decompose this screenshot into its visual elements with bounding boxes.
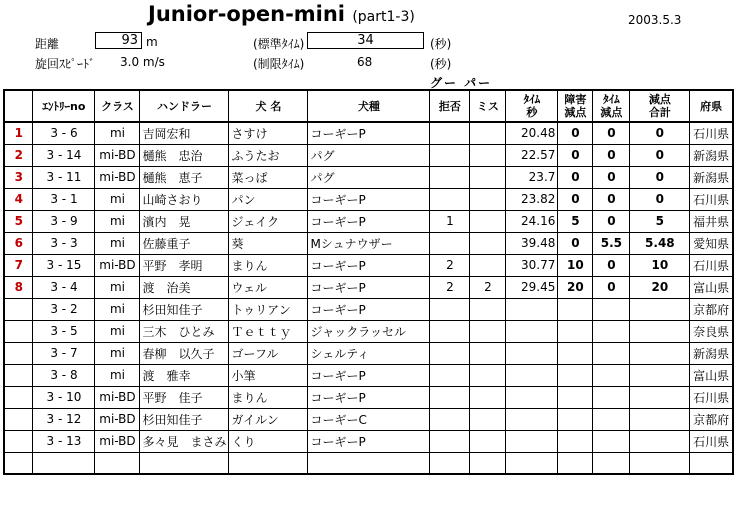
table-cell (506, 430, 558, 452)
table-cell (630, 298, 690, 320)
distance-label: 距離 (35, 37, 60, 51)
table-cell (470, 188, 506, 210)
table-cell: パグ (308, 144, 430, 166)
table-cell: 3 - 8 (33, 364, 95, 386)
column-header: ｴﾝﾄﾘｰno (33, 90, 95, 122)
table-cell: 春柳 以久子 (140, 342, 229, 364)
table-cell: コーギーP (308, 386, 430, 408)
table-cell: 30.77 (506, 254, 558, 276)
table-row (4, 408, 733, 430)
table-cell: 樋熊 忠治 (140, 144, 229, 166)
table-cell (95, 452, 140, 474)
results-table (3, 89, 734, 475)
table-cell: Ｔｅｔｔｙ (229, 320, 308, 342)
table-cell: mi (95, 276, 140, 298)
rank-cell (4, 430, 33, 452)
table-cell: 3 - 6 (33, 122, 95, 144)
table-cell: 京都府 (690, 298, 733, 320)
table-cell: 3 - 12 (33, 408, 95, 430)
table-cell: 新潟県 (690, 342, 733, 364)
table-cell: mi (95, 298, 140, 320)
table-cell: 平野 佳子 (140, 386, 229, 408)
table-cell: 多々見 まさみ (140, 430, 229, 452)
table-cell: 平野 孝明 (140, 254, 229, 276)
table-cell (593, 320, 630, 342)
title-sub: (part1-3) (352, 9, 415, 25)
table-cell: 樋熊 恵子 (140, 166, 229, 188)
table-cell (430, 430, 470, 452)
table-cell (506, 298, 558, 320)
table-cell: 22.57 (506, 144, 558, 166)
title-main: Junior-open-mini (148, 2, 346, 26)
table-cell: コーギーP (308, 254, 430, 276)
standard-time-box: 34 (307, 32, 424, 49)
table-cell: ガイルン (229, 408, 308, 430)
table-cell: コーギーP (308, 122, 430, 144)
page-title (148, 2, 415, 26)
table-cell: 23.7 (506, 166, 558, 188)
table-cell: 葵 (229, 232, 308, 254)
table-cell: 濱内 晃 (140, 210, 229, 232)
table-cell: ジャックラッセル (308, 320, 430, 342)
table-cell: 3 - 9 (33, 210, 95, 232)
table-cell (506, 364, 558, 386)
rank-cell: 3 (4, 166, 33, 188)
column-header: ﾀｲﾑ 秒 (506, 90, 558, 122)
table-cell: mi (95, 320, 140, 342)
table-cell (229, 452, 308, 474)
table-cell: ふうたお (229, 144, 308, 166)
table-cell: コーギーP (308, 210, 430, 232)
table-cell: 2 (470, 276, 506, 298)
distance-unit: m (146, 35, 158, 49)
table-cell: ジェイク (229, 210, 308, 232)
table-row (4, 320, 733, 342)
table-cell: mi-BD (95, 408, 140, 430)
table-cell (470, 298, 506, 320)
table-cell: 石川県 (690, 430, 733, 452)
table-cell: 0 (558, 166, 593, 188)
table-cell: 3 - 14 (33, 144, 95, 166)
table-cell: くり (229, 430, 308, 452)
rank-cell: 7 (4, 254, 33, 276)
event-date: 2003.5.3 (628, 13, 682, 27)
table-cell: 渡 治美 (140, 276, 229, 298)
table-cell (558, 364, 593, 386)
table-cell (430, 298, 470, 320)
rank-cell (4, 298, 33, 320)
table-cell: 0 (558, 232, 593, 254)
table-cell (558, 342, 593, 364)
table-cell (430, 386, 470, 408)
rank-cell: 2 (4, 144, 33, 166)
table-cell: 愛知県 (690, 232, 733, 254)
column-header: 犬 名 (229, 90, 308, 122)
table-cell: 24.16 (506, 210, 558, 232)
table-cell (470, 210, 506, 232)
table-cell: 奈良県 (690, 320, 733, 342)
table-cell (630, 452, 690, 474)
table-cell (430, 408, 470, 430)
table-cell: 渡 雅幸 (140, 364, 229, 386)
table-cell: さすけ (229, 122, 308, 144)
table-cell (558, 320, 593, 342)
table-cell: 3 - 4 (33, 276, 95, 298)
table-cell: まりん (229, 254, 308, 276)
table-cell (470, 232, 506, 254)
table-cell: 3 - 1 (33, 188, 95, 210)
table-cell: コーギーP (308, 276, 430, 298)
table-cell: mi-BD (95, 386, 140, 408)
table-cell (690, 452, 733, 474)
table-cell: 0 (593, 276, 630, 298)
table-row (4, 232, 733, 254)
table-cell: 吉岡宏和 (140, 122, 229, 144)
table-cell (630, 386, 690, 408)
table-cell: 石川県 (690, 254, 733, 276)
table-cell (630, 430, 690, 452)
standard-time-label: (標準ﾀｲﾑ) (253, 37, 305, 51)
table-cell: 2 (430, 276, 470, 298)
table-cell (470, 320, 506, 342)
table-cell (470, 364, 506, 386)
table-cell (430, 364, 470, 386)
table-cell: 三木 ひとみ (140, 320, 229, 342)
table-cell: 0 (630, 122, 690, 144)
table-cell (140, 452, 229, 474)
table-row (4, 298, 733, 320)
table-cell: 20.48 (506, 122, 558, 144)
distance-box: 93 (95, 32, 142, 49)
table-cell: mi-BD (95, 166, 140, 188)
rank-cell: 4 (4, 188, 33, 210)
table-cell: 10 (630, 254, 690, 276)
table-cell: 23.82 (506, 188, 558, 210)
table-cell (33, 452, 95, 474)
table-cell: コーギーP (308, 188, 430, 210)
table-cell (593, 452, 630, 474)
table-cell: 10 (558, 254, 593, 276)
table-cell: 0 (558, 122, 593, 144)
group-label: グー パー (430, 76, 493, 90)
table-cell: mi (95, 342, 140, 364)
table-cell: 3 - 10 (33, 386, 95, 408)
table-cell (470, 342, 506, 364)
table-cell: 3 - 5 (33, 320, 95, 342)
column-header: 障害 減点 (558, 90, 593, 122)
table-cell: mi (95, 364, 140, 386)
table-cell (470, 122, 506, 144)
table-cell (430, 144, 470, 166)
table-cell (630, 408, 690, 430)
rank-cell: 6 (4, 232, 33, 254)
table-cell: 29.45 (506, 276, 558, 298)
table-cell: 福井県 (690, 210, 733, 232)
table-cell: mi (95, 210, 140, 232)
table-cell: 京都府 (690, 408, 733, 430)
table-cell (470, 452, 506, 474)
column-header: 拒否 (430, 90, 470, 122)
table-cell (430, 188, 470, 210)
table-row (4, 276, 733, 298)
table-row (4, 386, 733, 408)
table-cell: 5.48 (630, 232, 690, 254)
table-cell: パン (229, 188, 308, 210)
table-cell (630, 364, 690, 386)
limit-time-label: (制限ﾀｲﾑ) (253, 57, 305, 71)
table-cell: 0 (558, 144, 593, 166)
table-cell: 山崎さおり (140, 188, 229, 210)
table-cell: 石川県 (690, 122, 733, 144)
table-cell (593, 342, 630, 364)
table-cell (558, 430, 593, 452)
table-cell: 5 (558, 210, 593, 232)
table-cell (593, 386, 630, 408)
table-cell (593, 430, 630, 452)
table-row (4, 254, 733, 276)
table-row (4, 364, 733, 386)
rank-cell (4, 342, 33, 364)
table-cell (308, 452, 430, 474)
table-cell: ウェル (229, 276, 308, 298)
table-cell: 5 (630, 210, 690, 232)
table-cell: mi (95, 188, 140, 210)
table-cell (470, 144, 506, 166)
table-cell (506, 342, 558, 364)
column-header: ﾀｲﾑ 減点 (593, 90, 630, 122)
table-cell (630, 320, 690, 342)
table-cell: 3 - 11 (33, 166, 95, 188)
table-cell (506, 408, 558, 430)
table-cell: 0 (558, 188, 593, 210)
standard-time-unit: (秒) (430, 37, 452, 51)
column-header: クラス (95, 90, 140, 122)
table-cell: ゴーフル (229, 342, 308, 364)
table-row (4, 188, 733, 210)
column-header: 犬種 (308, 90, 430, 122)
table-cell (558, 298, 593, 320)
rank-cell: 1 (4, 122, 33, 144)
table-cell: mi-BD (95, 254, 140, 276)
column-header: 府県 (690, 90, 733, 122)
table-cell (558, 452, 593, 474)
table-cell: 0 (593, 144, 630, 166)
table-header-row (4, 90, 733, 122)
rank-cell (4, 320, 33, 342)
column-header: ハンドラー (140, 90, 229, 122)
table-cell (506, 386, 558, 408)
table-cell: 1 (430, 210, 470, 232)
table-cell: 小筆 (229, 364, 308, 386)
table-cell (630, 342, 690, 364)
table-cell: 新潟県 (690, 166, 733, 188)
table-cell: mi-BD (95, 144, 140, 166)
table-row (4, 342, 733, 364)
table-cell: コーギーP (308, 298, 430, 320)
table-cell: 富山県 (690, 276, 733, 298)
table-cell: 20 (558, 276, 593, 298)
table-cell: まりん (229, 386, 308, 408)
table-cell: Mシュナウザー (308, 232, 430, 254)
table-cell: mi-BD (95, 430, 140, 452)
table-cell: 3 - 15 (33, 254, 95, 276)
table-cell: 菜っぱ (229, 166, 308, 188)
table-cell (470, 386, 506, 408)
table-cell: 0 (630, 166, 690, 188)
table-cell (593, 298, 630, 320)
column-header (4, 90, 33, 122)
table-cell (506, 452, 558, 474)
table-cell: 3 - 2 (33, 298, 95, 320)
table-cell: 0 (630, 144, 690, 166)
table-cell (430, 232, 470, 254)
table-cell: 佐藤重子 (140, 232, 229, 254)
empty-row (4, 452, 733, 474)
table-cell (558, 408, 593, 430)
table-cell: 新潟県 (690, 144, 733, 166)
table-row (4, 144, 733, 166)
table-cell: 0 (593, 188, 630, 210)
table-cell: 0 (593, 122, 630, 144)
table-cell: 39.48 (506, 232, 558, 254)
table-cell: 0 (593, 166, 630, 188)
table-cell: コーギーP (308, 430, 430, 452)
table-cell (470, 166, 506, 188)
table-row (4, 210, 733, 232)
table-cell (470, 254, 506, 276)
table-cell: 杉田知佳子 (140, 298, 229, 320)
table-cell: 5.5 (593, 232, 630, 254)
table-cell (430, 342, 470, 364)
rank-cell: 5 (4, 210, 33, 232)
column-header: ミス (470, 90, 506, 122)
table-cell: シェルティ (308, 342, 430, 364)
rank-cell: 8 (4, 276, 33, 298)
table-cell: 杉田知佳子 (140, 408, 229, 430)
table-cell (430, 166, 470, 188)
table-cell: mi (95, 232, 140, 254)
table-cell (593, 364, 630, 386)
column-header: 減点 合計 (630, 90, 690, 122)
rank-cell (4, 408, 33, 430)
table-row (4, 122, 733, 144)
table-cell (593, 408, 630, 430)
table-cell: mi (95, 122, 140, 144)
table-cell (430, 122, 470, 144)
rank-cell (4, 364, 33, 386)
table-row (4, 166, 733, 188)
turn-speed-value: 3.0 m/s (120, 55, 165, 69)
table-cell (506, 320, 558, 342)
table-row (4, 430, 733, 452)
table-cell: 0 (593, 254, 630, 276)
table-cell: 0 (593, 210, 630, 232)
table-cell (470, 430, 506, 452)
table-cell: コーギーC (308, 408, 430, 430)
table-cell: 富山県 (690, 364, 733, 386)
table-cell (430, 452, 470, 474)
table-cell: 石川県 (690, 386, 733, 408)
table-cell: コーギーP (308, 364, 430, 386)
turn-speed-label: 旋回ｽﾋﾟｰﾄﾞ (35, 57, 96, 71)
table-cell: トゥリアン (229, 298, 308, 320)
table-cell (558, 386, 593, 408)
table-cell: 3 - 3 (33, 232, 95, 254)
table-cell (470, 408, 506, 430)
table-cell: 石川県 (690, 188, 733, 210)
limit-time-value: 68 (357, 55, 373, 69)
table-cell: 3 - 7 (33, 342, 95, 364)
limit-time-unit: (秒) (430, 57, 452, 71)
table-cell: 0 (630, 188, 690, 210)
table-cell: 2 (430, 254, 470, 276)
table-cell: 3 - 13 (33, 430, 95, 452)
table-cell: 20 (630, 276, 690, 298)
table-cell (430, 320, 470, 342)
table-cell (4, 452, 33, 474)
rank-cell (4, 386, 33, 408)
table-cell: パグ (308, 166, 430, 188)
